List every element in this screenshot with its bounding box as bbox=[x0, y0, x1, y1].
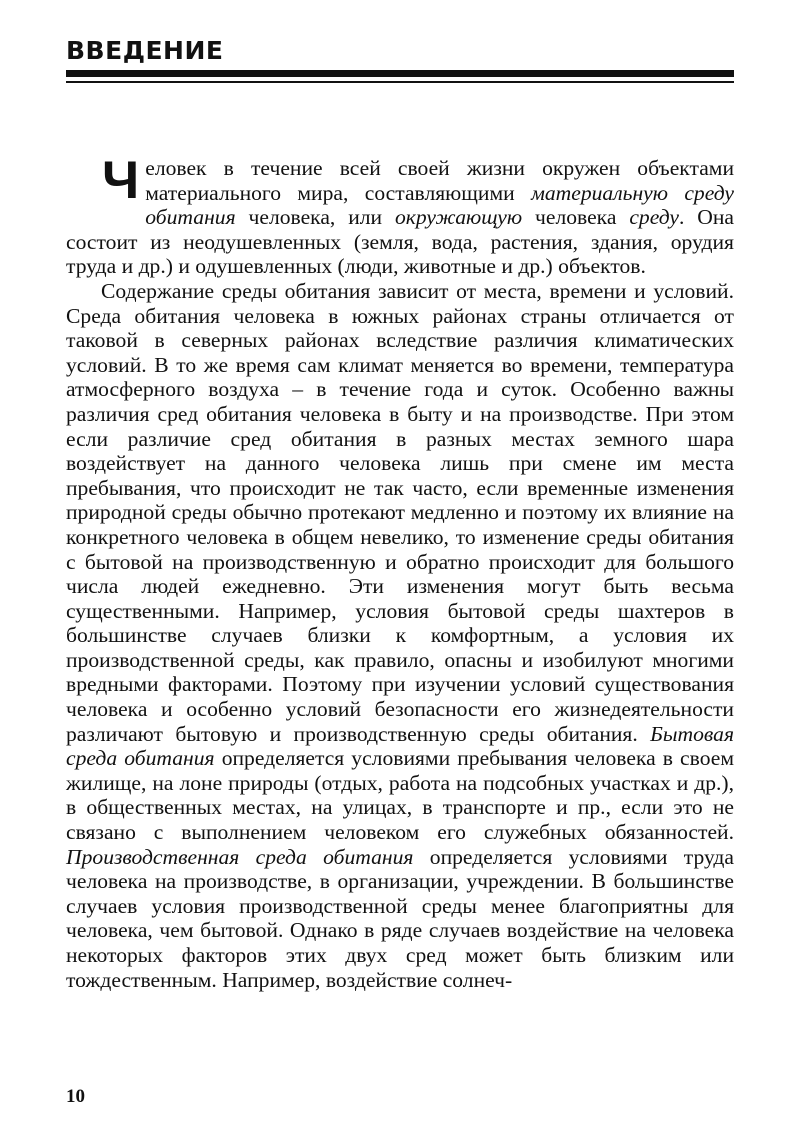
paragraph-2 bbox=[66, 279, 734, 992]
text-run: еловек в течение всей своей жизни окружен объектами материального мира, составляющими bbox=[145, 156, 734, 205]
header-rule-thin bbox=[66, 81, 734, 83]
italic-term: среду bbox=[629, 205, 679, 230]
drop-cap: Ч bbox=[102, 151, 140, 210]
italic-term: окружающую bbox=[395, 205, 523, 230]
text-run: определяется условиями пребывания человека в своем жилище, на лоне природы (отдых, работа на подсобных участках и др.), в общественных местах, на улицах, в транспорте и пр., если это не связано с выполнением человеком его служебных обязанностей. bbox=[66, 746, 735, 845]
italic-term: Бытовая среда обитания bbox=[66, 721, 734, 771]
italic-term: Производственная среда обитания bbox=[66, 844, 414, 869]
text-run: определяется условиями труда человека на производстве, в организации, учреждении. В большинстве случаев условия производственной среды менее благоприятны для человека, чем бытовой. Однако в ряде случаев воздействие на человека некоторых факторов этих двух сред может быть близким или тождественным. Например, воздействие солнеч- bbox=[66, 844, 734, 992]
text-run: человека, или bbox=[235, 205, 395, 230]
text-run: . Она состоит из неодушевленных (земля, вода, растения, здания, орудия труда и др.) и одушевленных (люди, животные и др.) объектов. bbox=[66, 205, 734, 279]
header-rule-thick bbox=[66, 70, 734, 77]
paragraph-1 bbox=[66, 151, 734, 279]
page-number: 10 bbox=[66, 1086, 85, 1107]
italic-term: материальную среду обитания bbox=[145, 180, 734, 230]
body-text bbox=[66, 151, 735, 992]
text-run: Содержание среды обитания зависит от места, времени и условий. Среда обитания человека в южных районах страны отличается от таковой в северных районах вследствие различия климатических условий. В то же время сам климат меняется во времени, температура атмосферного воздуха – в течение года и суток. Особенно важны различия сред обитания человека в быту и на производстве. При этом если различие сред обитания в разных местах земного шара воздействует на данного человека лишь при смене им места пребывания, что происходит не так часто, если временные изменения природной среды обычно протекают медленно и поэтому их влияние на конкретного человека в общем невелико, то изменение среды обитания с бытовой на производственную и обратно происходит для большого числа людей ежедневно. Эти изменения могут быть весьма существенными. Например, условия бытовой среды шахтеров в большинстве случаев близки к комфортным, а условия их производственной среды, как правило, опасны и изобилуют многими вредными факторами. Поэтому при изучении условий существования человека и особенно условий безопасности его жизнедеятельности различают бытовую и производственную среды обитания. bbox=[66, 278, 734, 746]
text-run: человека bbox=[522, 205, 630, 230]
chapter-title: ВВЕДЕНИЕ bbox=[66, 36, 224, 65]
